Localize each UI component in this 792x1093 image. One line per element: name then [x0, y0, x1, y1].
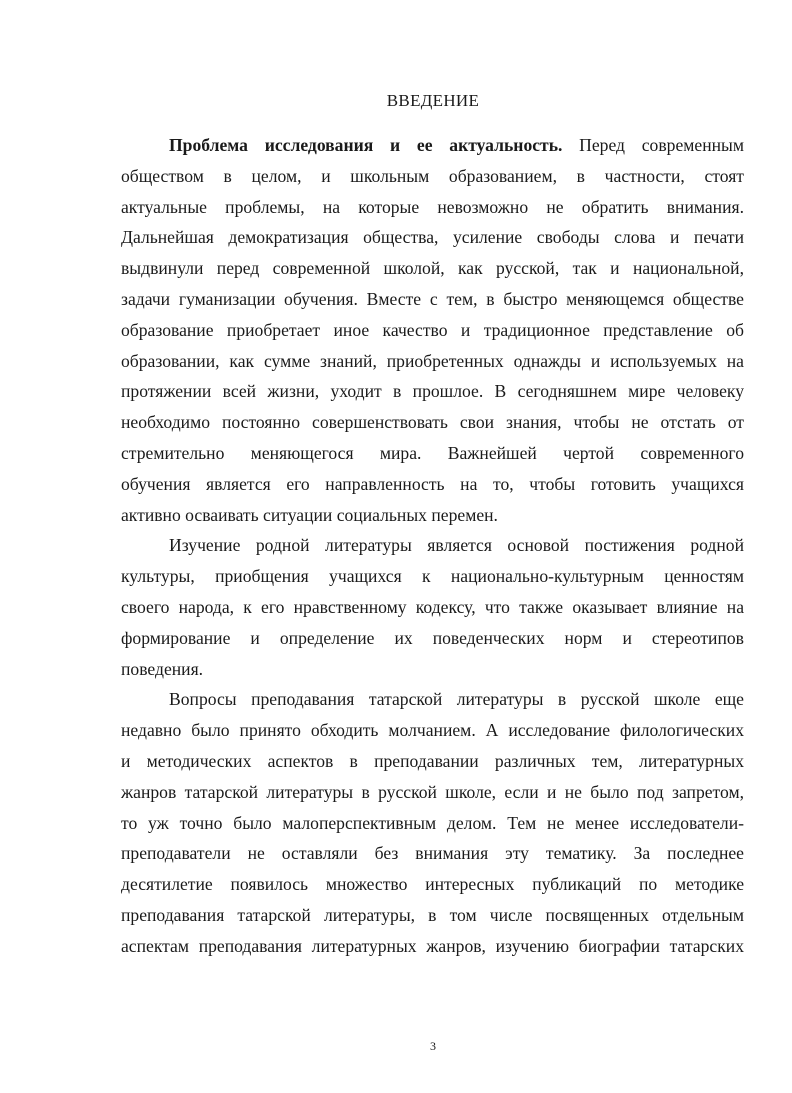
section-title: ВВЕДЕНИЕ [386, 91, 480, 110]
paragraph-3-line: Вопросы преподавания татарской литературы в русской школе еще [169, 689, 744, 710]
paragraph-1-lead: Проблема исследования и ее актуальность. [169, 135, 563, 155]
paragraph-1-line: образование приобретает иное качество и традиционное представление об [121, 319, 744, 340]
paragraph-1-line: обучения является его направленность на то, чтобы готовить учащихся [121, 473, 744, 494]
paragraph-3-line: и методических аспектов в преподавании различных тем, литературных [121, 750, 744, 771]
paragraph-2-line: своего народа, к его нравственному кодексу, что также оказывает влияние на [121, 596, 744, 617]
paragraph-1-line: стремительно меняющегося мира. Важнейшей чертой современного [121, 442, 744, 463]
paragraph-3-line: то уж точно было малоперспективным делом. Тем не менее исследователи- [121, 812, 744, 833]
paragraph-1-last-line: активно осваивать ситуации социальных перемен. [121, 504, 498, 525]
paragraph-1-line: задачи гуманизации обучения. Вместе с тем, в быстро меняющемся обществе [121, 288, 744, 309]
paragraph-2-line: формирование и определение их поведенческих норм и стереотипов [121, 627, 744, 648]
paragraph-1-line: актуальные проблемы, на которые невозможно не обратить внимания. [121, 196, 744, 217]
paragraph-1-line: образовании, как сумме знаний, приобретенных однажды и используемых на [121, 350, 744, 371]
paragraph-3-line: десятилетие появилось множество интересных публикаций по методике [121, 874, 744, 895]
paragraph-1-line: Дальнейшая демократизация общества, усиление свободы слова и печати [121, 227, 744, 248]
paragraph-1-first-rest: Перед современным [562, 135, 744, 155]
paragraph-3-line: недавно было принято обходить молчанием. А исследование филологических [121, 720, 744, 741]
page-number: 3 [430, 1039, 436, 1053]
paragraph-3-line: аспектам преподавания литературных жанров, изучению биографии татарских [121, 935, 744, 956]
paragraph-1-line: необходимо постоянно совершенствовать свои знания, чтобы не отстать от [121, 412, 744, 433]
paragraph-2-last-line: поведения. [121, 658, 204, 679]
paragraph-1-line: протяжении всей жизни, уходит в прошлое. В сегодняшнем мире человеку [121, 381, 744, 402]
paragraph-1-line: выдвинули перед современной школой, как русской, так и национальной, [121, 258, 744, 279]
paragraph-2-line: культуры, приобщения учащихся к национально-культурным ценностям [121, 566, 744, 587]
paragraph-1-line-1 [121, 130, 744, 161]
body-text [121, 130, 744, 962]
paragraph-3-line: жанров татарской литературы в русской школе, если и не было под запретом, [121, 781, 744, 802]
paragraph-2-line: Изучение родной литературы является основой постижения родной [169, 535, 744, 556]
paragraph-1-line: обществом в целом, и школьным образованием, в частности, стоят [121, 165, 744, 186]
paragraph-3-line: преподавания татарской литературы, в том числе посвященных отдельным [121, 904, 744, 925]
paragraph-3-line: преподаватели не оставляли без внимания эту тематику. За последнее [121, 843, 744, 864]
